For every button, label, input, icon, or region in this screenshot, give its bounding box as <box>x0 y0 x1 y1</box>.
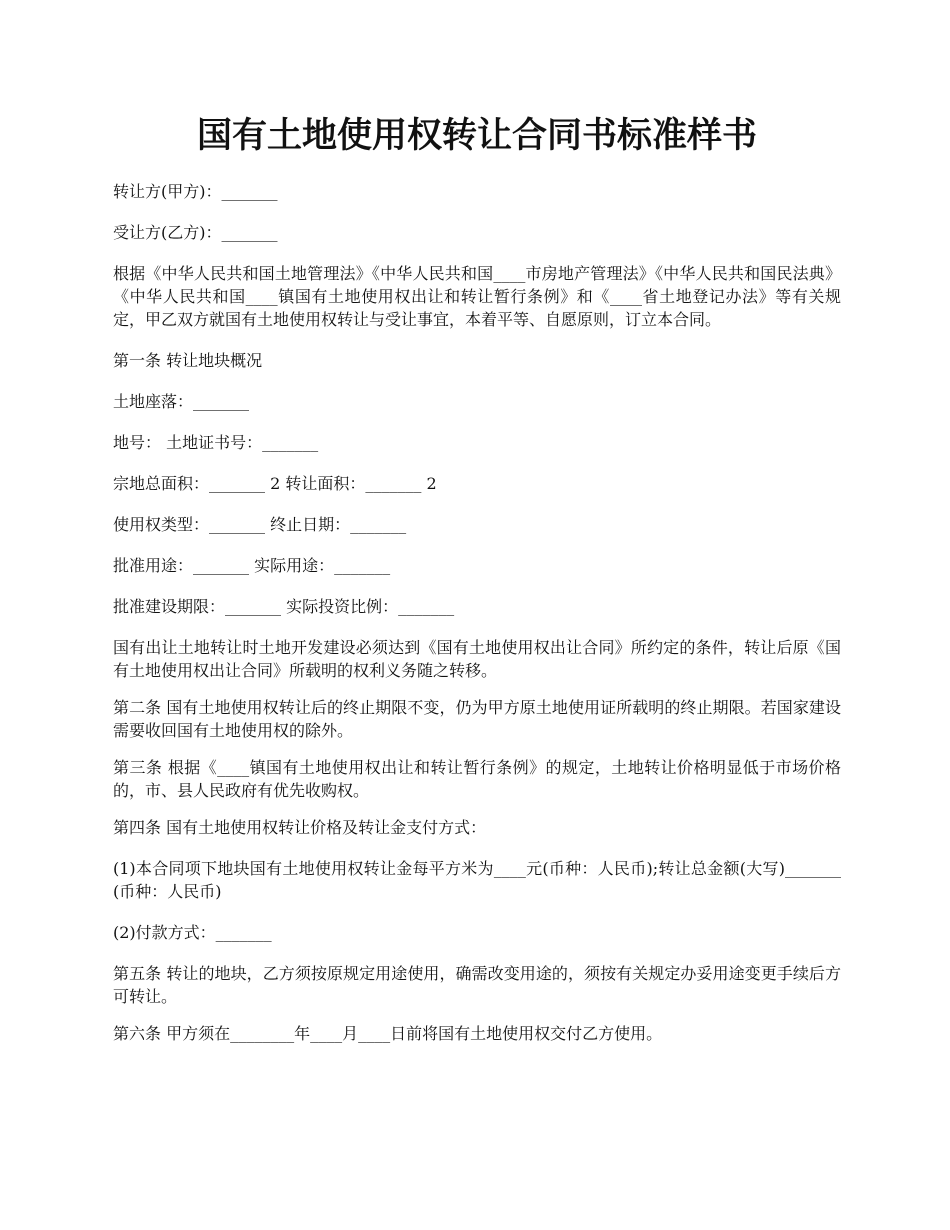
article-5-paragraph: 第五条 转让的地块，乙方须按原规定用途使用，确需改变用途的，须按有关规定办妥用途变更手续后方可转让。 <box>113 964 841 1006</box>
article-1-heading: 第一条 转让地块概况 <box>113 351 263 370</box>
article-6-paragraph: 第六条 甲方须在________年____月____日前将国有土地使用权交付乙方使用。 <box>113 1024 663 1043</box>
approved-use-line: 批准用途：_______ 实际用途：_______ <box>113 556 391 575</box>
article-4-heading: 第四条 国有土地使用权转让价格及转让金支付方式： <box>113 818 487 837</box>
article-2-paragraph: 第二条 国有土地使用权转让后的终止期限不变，仍为甲方原土地使用证所载明的终止期限。若国家建设需要收回国有土地使用权的除外。 <box>113 698 841 740</box>
party-a-line: 转让方(甲方)：_______ <box>113 182 278 201</box>
transfer-condition-paragraph: 国有出让土地转让时土地开发建设必须达到《国有土地使用权出让合同》所约定的条件，转让后原《国有土地使用权出让合同》所载明的权利义务随之转移。 <box>113 638 841 680</box>
lot-number-line: 地号： 土地证书号：_______ <box>113 433 319 452</box>
preamble-paragraph: 根据《中华人民共和国土地管理法》《中华人民共和国____市房地产管理法》《中华人民共和国民法典》《中华人民共和国____镇国有土地使用权出让和转让暂行条例》和《____省土地登记办法》等有关规定，甲乙双方就国有土地使用权转让与受让事宜，本着平等、自愿原则，订立本合同。 <box>113 264 841 329</box>
document-title: 国有土地使用权转让合同书标准样书 <box>196 115 757 156</box>
use-right-type-line: 使用权类型：_______ 终止日期：_______ <box>113 515 407 534</box>
construction-period-line: 批准建设期限：_______ 实际投资比例：_______ <box>113 597 455 616</box>
party-b-line: 受让方(乙方)：_______ <box>113 223 278 242</box>
area-line: 宗地总面积：_______ 2 转让面积：_______ 2 <box>113 474 437 493</box>
payment-method-line: (2)付款方式：_______ <box>113 923 272 942</box>
document-page <box>113 0 841 1045</box>
payment-amount-paragraph: (1)本合同项下地块国有土地使用权转让金每平方米为____元(币种：人民币);转让总金额(大写)_______ (币种：人民币) <box>113 859 841 901</box>
land-location-line: 土地座落：_______ <box>113 392 250 411</box>
article-3-paragraph: 第三条 根据《____镇国有土地使用权出让和转让暂行条例》的规定，土地转让价格明显低于市场价格的，市、县人民政府有优先收购权。 <box>113 758 841 800</box>
